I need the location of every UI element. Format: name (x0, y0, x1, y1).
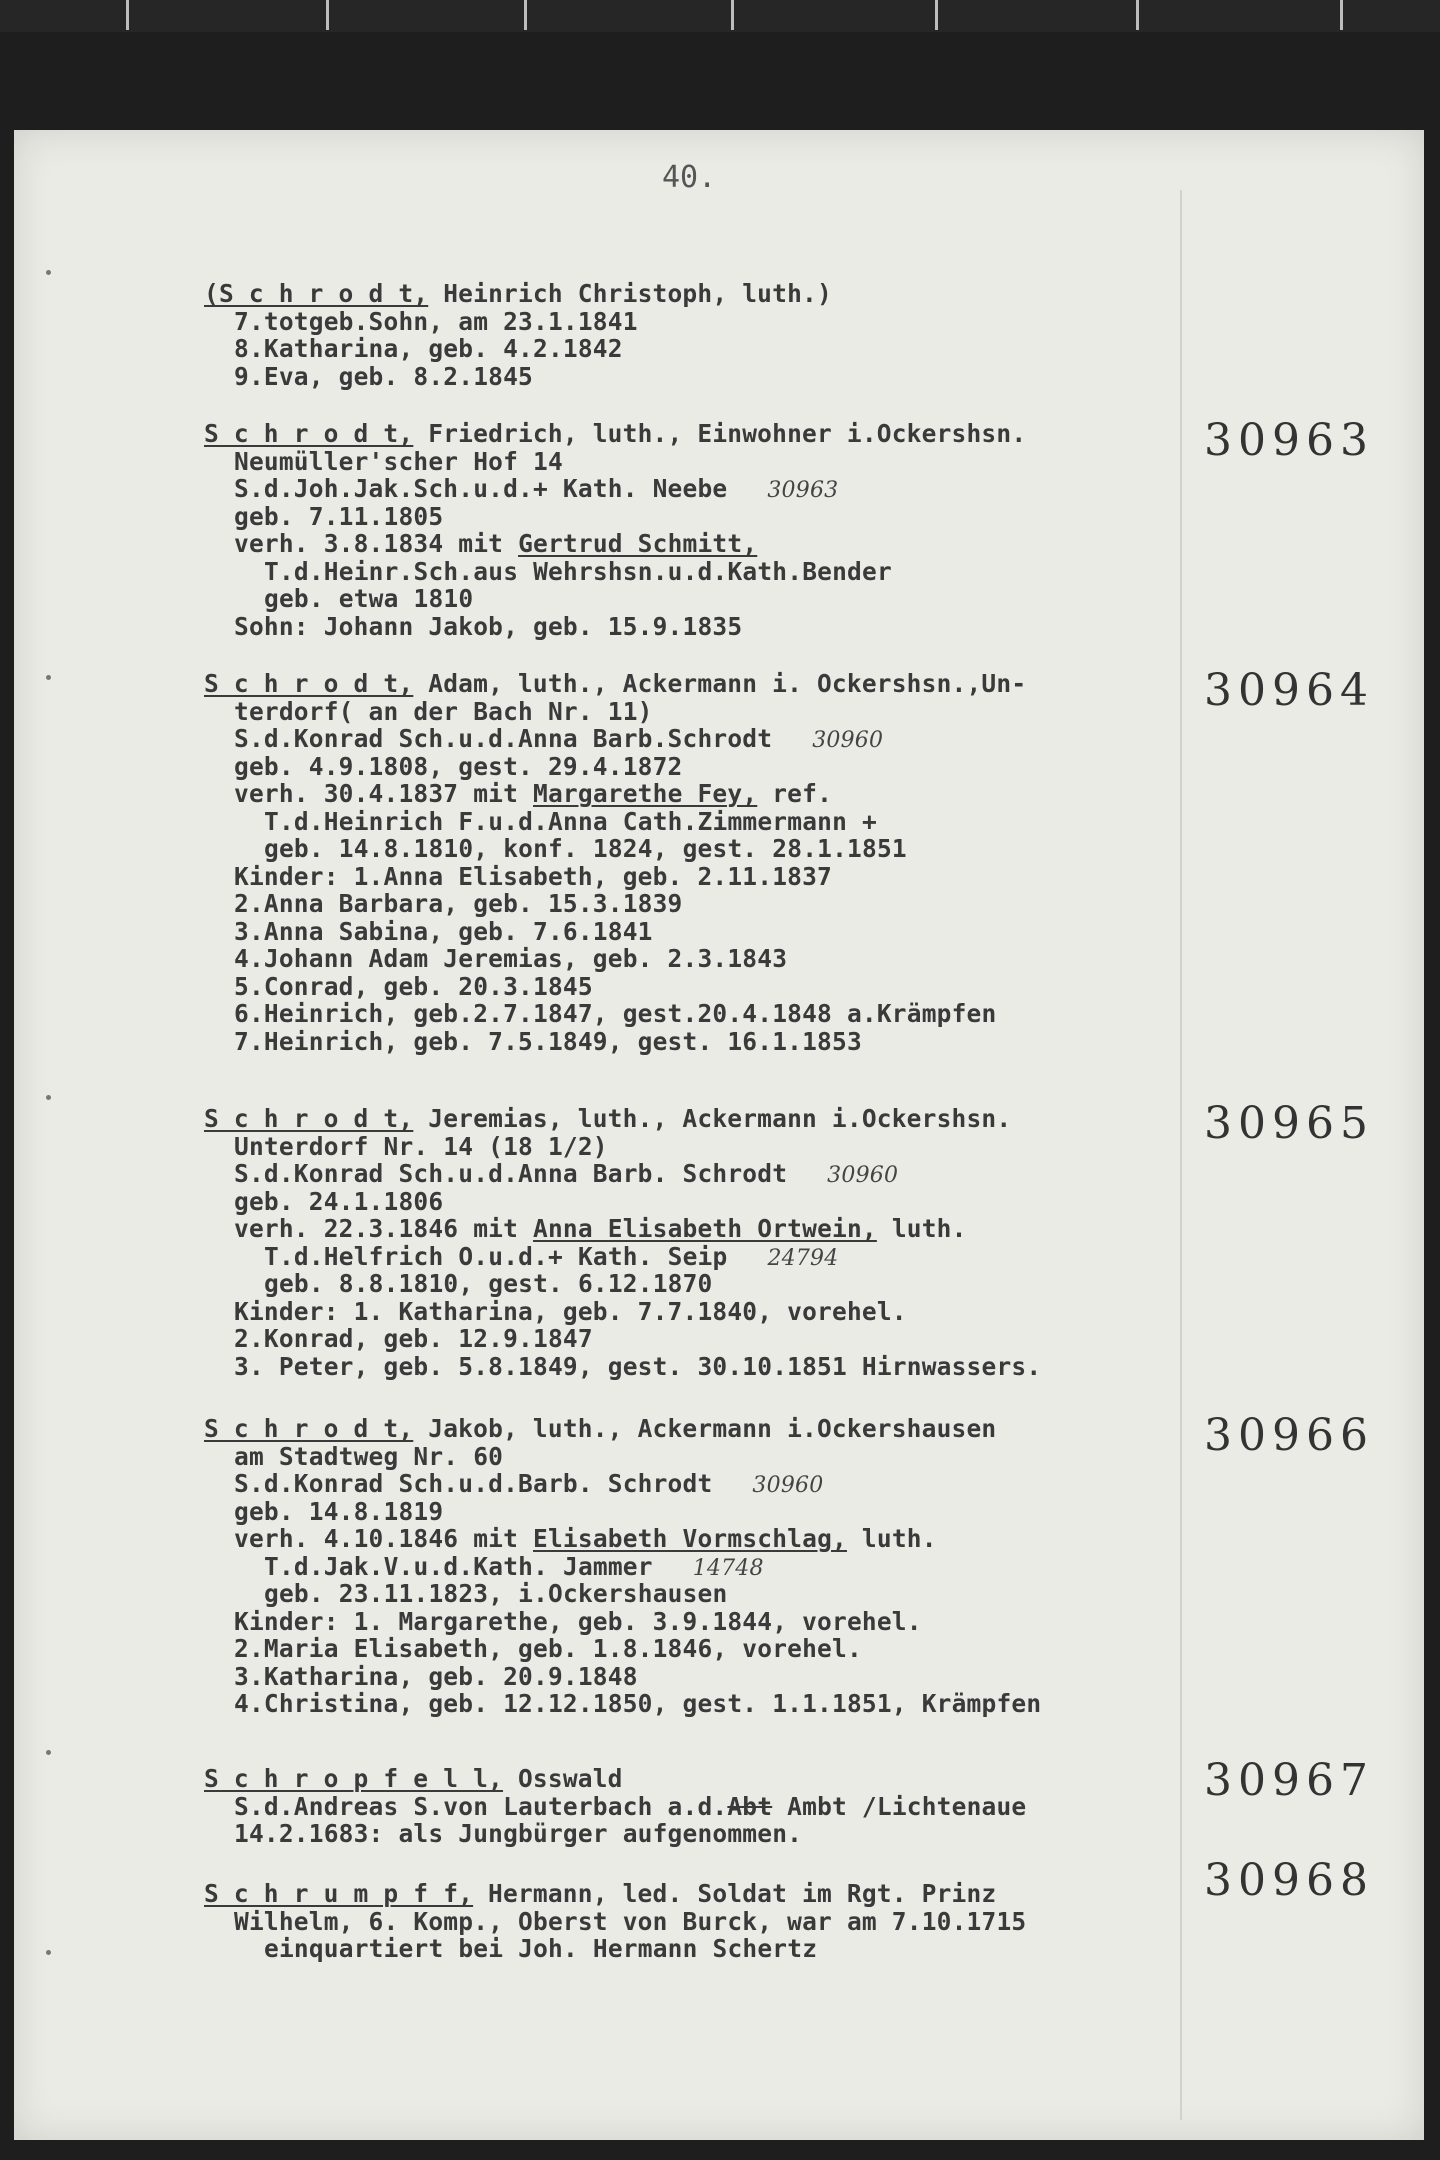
film-tick (126, 0, 129, 30)
entry-surname: S c h r o d t, (204, 669, 414, 698)
entry-line: 2.Anna Barbara, geb. 15.3.1839 (234, 889, 683, 918)
entry-line: 8.Katharina, geb. 4.2.1842 (234, 334, 623, 363)
entry-line: Ambt /Lichtenaue (772, 1791, 1027, 1821)
index-card (14, 130, 1424, 2140)
entry-line: verh. 4.10.1846 mit (234, 1524, 534, 1553)
entry-line: Kinder: 1. Katharina, geb. 7.7.1840, vorehel. (234, 1296, 907, 1326)
page-number: 40. (662, 160, 717, 195)
spouse-name: Margarethe Fey, (533, 779, 758, 808)
catalog-number: 30968 (1204, 1855, 1374, 1906)
entry-line: Jakob, luth., Ackermann i.Ockershausen (413, 1414, 997, 1443)
margin-mark (46, 675, 51, 680)
entry-30965 (204, 1105, 1204, 1380)
entry-line: Hermann, led. Soldat im Rgt. Prinz (473, 1879, 997, 1908)
entry-30968 (204, 1880, 1204, 1963)
handwritten-reference: 24794 (767, 1245, 839, 1271)
entry-line: Wilhelm, 6. Komp., Oberst von Burck, war am 7.10.1715 (234, 1906, 1027, 1936)
entry-line: 2.Konrad, geb. 12.9.1847 (234, 1324, 593, 1353)
entry-line: geb. 24.1.1806 (234, 1186, 444, 1216)
film-strip (0, 0, 1440, 32)
entry-line: verh. 30.4.1837 mit (234, 779, 534, 808)
entry-line: geb. etwa 1810 (264, 584, 474, 613)
entry-line: S.d.Konrad Sch.u.d.Anna Barb. Schrodt (234, 1159, 788, 1188)
entry-line: Jeremias, luth., Ackermann i.Ockershsn. (413, 1104, 1012, 1133)
handwritten-reference: 30960 (812, 728, 884, 753)
entry-line: T.d.Jak.V.u.d.Kath. Jammer (264, 1551, 653, 1581)
entry-surname: (S c h r o d t, (204, 279, 429, 308)
entry-line: S.d.Konrad Sch.u.d.Anna Barb.Schrodt (234, 724, 773, 753)
entry-line: geb. 23.11.1823, i.Ockershausen (264, 1579, 728, 1608)
film-tick (1136, 0, 1139, 30)
entry-line: luth. (846, 1524, 937, 1553)
entry-line: einquartiert bei Joh. Hermann Schertz (264, 1934, 818, 1963)
entry-line: 2.Maria Elisabeth, geb. 1.8.1846, vorehel. (234, 1634, 862, 1663)
entry-line: Sohn: Johann Jakob, geb. 15.9.1835 (234, 611, 743, 641)
entry-line: 3.Anna Sabina, geb. 7.6.1841 (234, 916, 653, 946)
film-tick (1340, 0, 1343, 30)
film-tick (731, 0, 734, 30)
entry-line: am Stadtweg Nr. 60 (234, 1441, 504, 1471)
handwritten-reference: 14748 (692, 1555, 764, 1581)
entry-line: ref. (757, 779, 833, 808)
entry-0 (204, 280, 1204, 390)
catalog-number: 30966 (1204, 1410, 1374, 1461)
entry-line: Kinder: 1.Anna Elisabeth, geb. 2.11.1837 (234, 861, 833, 891)
entry-line: 4.Christina, geb. 12.12.1850, gest. 1.1.1851, Krämpfen (234, 1689, 1042, 1718)
spouse-name: Elisabeth Vormschlag, (533, 1524, 847, 1553)
entry-line: geb. 14.8.1819 (234, 1496, 444, 1526)
entry-surname: S c h r u m p f f, (204, 1879, 474, 1908)
entry-surname: S c h r o p f e l l, (204, 1764, 504, 1793)
entry-line: 6.Heinrich, geb.2.7.1847, gest.20.4.1848 a.Krämpfen (234, 999, 997, 1028)
entry-30966 (204, 1415, 1204, 1718)
entry-line: Heinrich Christoph, luth.) (428, 279, 832, 308)
margin-mark (46, 1950, 51, 1955)
entry-line: geb. 8.8.1810, gest. 6.12.1870 (264, 1269, 713, 1298)
spouse-name: Gertrud Schmitt, (518, 529, 758, 558)
film-tick (326, 0, 329, 30)
entry-line: Unterdorf Nr. 14 (18 1/2) (234, 1131, 608, 1161)
entry-line: geb. 4.9.1808, gest. 29.4.1872 (234, 751, 683, 781)
catalog-number: 30964 (1204, 665, 1374, 716)
entry-30967 (204, 1765, 1204, 1848)
entry-line: S.d.Joh.Jak.Sch.u.d.+ Kath. Neebe (234, 474, 728, 503)
entry-line: T.d.Heinr.Sch.aus Wehrshsn.u.d.Kath.Bender (264, 556, 892, 586)
entry-30964 (204, 670, 1204, 1055)
entry-line: S.d.Konrad Sch.u.d.Barb. Schrodt (234, 1469, 713, 1498)
entry-line: terdorf( an der Bach Nr. 11) (234, 696, 653, 726)
entry-line: verh. 22.3.1846 mit (234, 1214, 534, 1243)
entry-surname: S c h r o d t, (204, 1104, 414, 1133)
film-tick (524, 0, 527, 30)
struck-text: Abt (727, 1791, 773, 1821)
catalog-number: 30965 (1204, 1098, 1374, 1149)
entry-line: Kinder: 1. Margarethe, geb. 3.9.1844, vorehel. (234, 1606, 922, 1636)
entry-line: S.d.Andreas S.von Lauterbach a.d. (234, 1791, 728, 1821)
entry-line: geb. 14.8.1810, konf. 1824, gest. 28.1.1851 (264, 834, 907, 863)
handwritten-reference: 30963 (767, 478, 839, 503)
entry-line: T.d.Heinrich F.u.d.Anna Cath.Zimmermann + (264, 806, 877, 836)
margin-mark (46, 1750, 51, 1755)
entry-line: Osswald (503, 1764, 623, 1793)
film-tick (935, 0, 938, 30)
entry-line: Neumüller'scher Hof 14 (234, 446, 563, 476)
entry-surname: S c h r o d t, (204, 1414, 414, 1443)
spouse-name: Anna Elisabeth Ortwein, (533, 1214, 877, 1243)
entry-line: 3.Katharina, geb. 20.9.1848 (234, 1661, 638, 1691)
handwritten-reference: 30960 (752, 1473, 824, 1498)
entry-line: T.d.Helfrich O.u.d.+ Kath. Seip (264, 1241, 728, 1271)
entry-line: Friedrich, luth., Einwohner i.Ockershsn. (413, 419, 1027, 448)
entry-line: 4.Johann Adam Jeremias, geb. 2.3.1843 (234, 944, 788, 973)
catalog-number: 30967 (1204, 1755, 1374, 1806)
catalog-number: 30963 (1204, 415, 1374, 466)
margin-mark (46, 1095, 51, 1100)
entry-line: luth. (876, 1214, 967, 1243)
entry-line: geb. 7.11.1805 (234, 501, 444, 531)
entry-30963 (204, 420, 1204, 640)
entry-line: 7.totgeb.Sohn, am 23.1.1841 (234, 306, 638, 336)
margin-mark (46, 270, 51, 275)
handwritten-reference: 30960 (827, 1163, 899, 1188)
entry-surname: S c h r o d t, (204, 419, 414, 448)
entry-line: 7.Heinrich, geb. 7.5.1849, gest. 16.1.1853 (234, 1026, 862, 1056)
entry-line: verh. 3.8.1834 mit (234, 529, 519, 558)
entry-line: 5.Conrad, geb. 20.3.1845 (234, 971, 593, 1001)
entry-line: Adam, luth., Ackermann i. Ockershsn.,Un- (413, 669, 1027, 698)
entry-line: 3. Peter, geb. 5.8.1849, gest. 30.10.1851 Hirnwassers. (234, 1351, 1042, 1381)
entry-line: 14.2.1683: als Jungbürger aufgenommen. (234, 1819, 803, 1848)
entry-line: 9.Eva, geb. 8.2.1845 (234, 361, 534, 391)
